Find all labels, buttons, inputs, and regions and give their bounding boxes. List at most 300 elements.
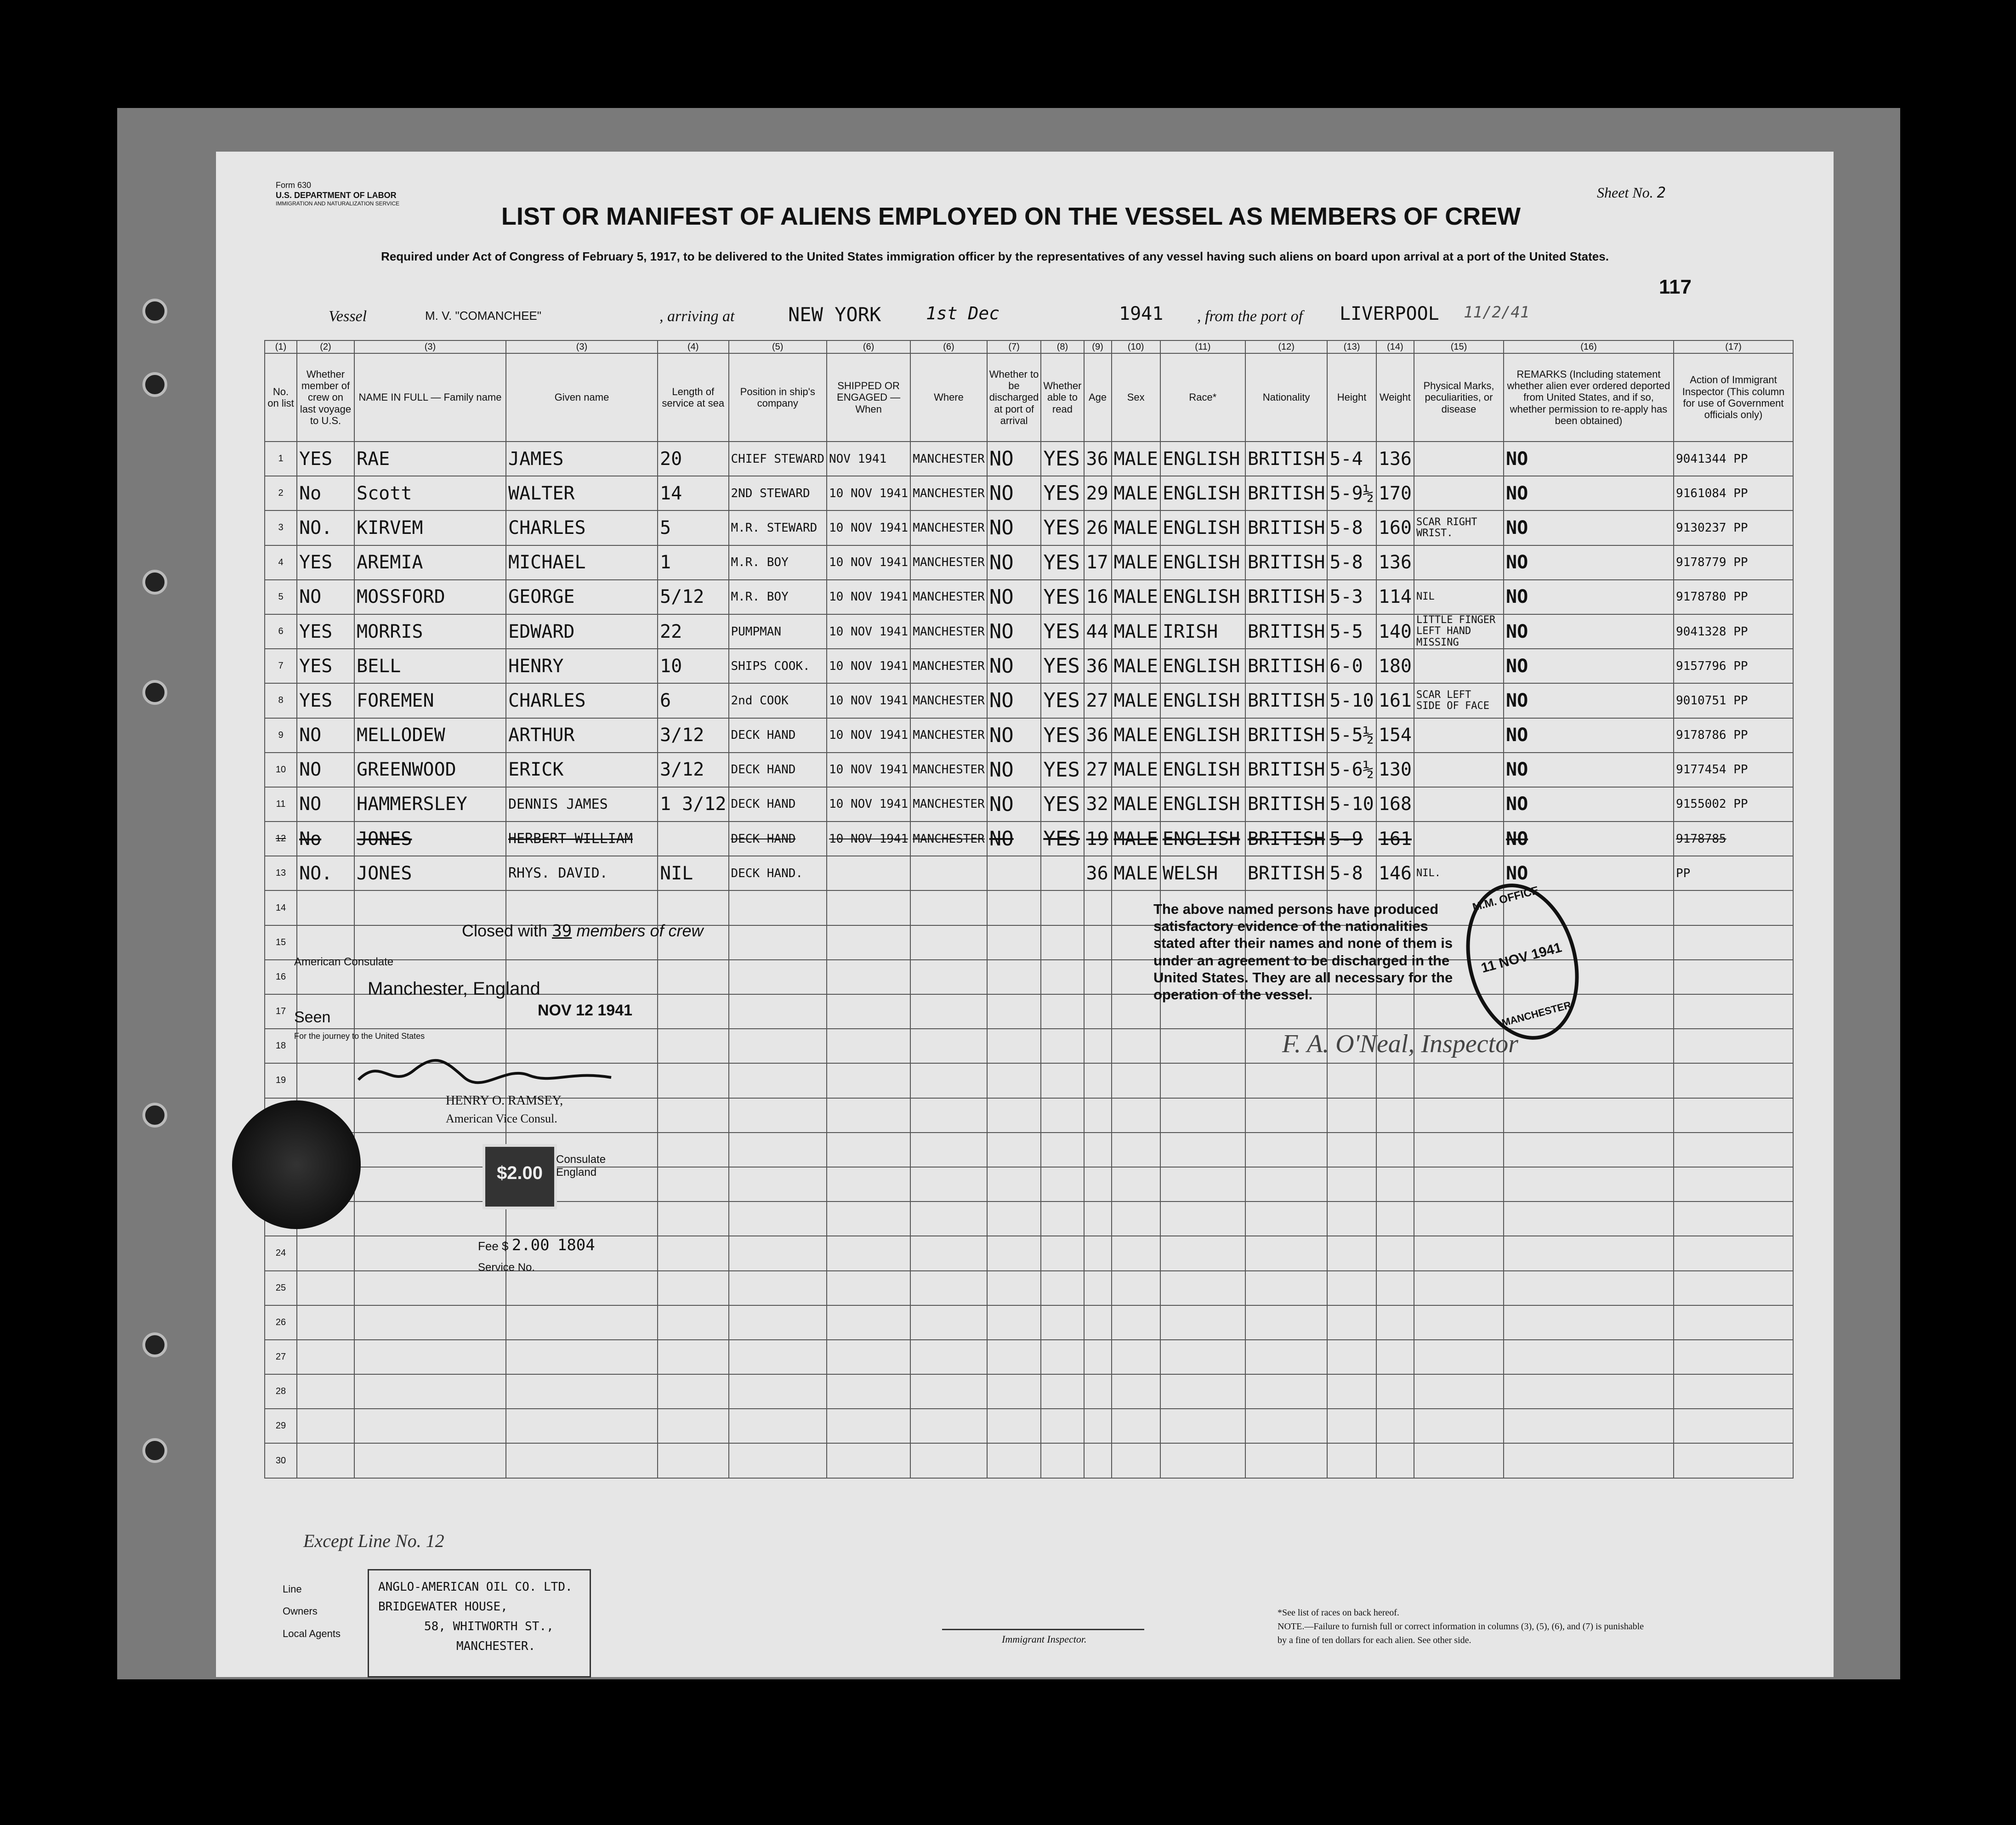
cell-no: 29 [265,1409,297,1443]
column-header: REMARKS (Including statement whether alien ever ordered deported from United States, and if so, whether permission to re-apply has been obtained) [1504,353,1674,442]
cell-remarks [1504,1167,1674,1202]
cell-nationality: BRITISH [1245,822,1328,856]
cell-read: YES [1041,614,1084,649]
cell-service: 1 3/12 [658,787,729,822]
cell-sex [1112,994,1160,1029]
cell-position [729,1374,827,1409]
cell-sex: MALE [1112,442,1160,476]
cell-remarks: NO [1504,787,1674,822]
cell-marks [1414,1409,1504,1443]
cell-sex [1112,1443,1160,1478]
cell-sex: MALE [1112,510,1160,545]
cell-when: 10 NOV 1941 [827,614,910,649]
company-address-2: 58, WHITWORTH ST., [424,1619,554,1633]
cell-discharge [987,994,1041,1029]
revenue-stamp [483,1144,557,1209]
column-number: (17) [1674,340,1793,353]
cell-given [506,1271,658,1305]
cell-race [1160,1133,1245,1167]
cell-action [1674,1029,1793,1063]
cell-marks [1414,545,1504,580]
cell-no: 15 [265,925,297,960]
cell-height [1327,1236,1376,1270]
cell-discharge: NO [987,683,1041,718]
vessel-line [329,303,1643,331]
cell-when [827,1271,910,1305]
table-row [265,614,1793,649]
cell-age [1084,1443,1112,1478]
cell-position: CHIEF STEWARD [729,442,827,476]
cell-height [1327,1063,1376,1098]
cell-discharge [987,1202,1041,1236]
handwritten-date: 11/2/41 [1464,303,1530,322]
cell-action: 9178785 [1674,822,1793,856]
column-header: Sex [1112,353,1160,442]
cell-remarks [1504,1443,1674,1478]
cell-marks [1414,1133,1504,1167]
cell-sex [1112,890,1160,925]
cell-age [1084,1063,1112,1098]
cell-read: YES [1041,476,1084,510]
cell-read: YES [1041,580,1084,614]
column-number: (14) [1376,340,1414,353]
race-list-note: *See list of races on back hereof. [1278,1608,1399,1618]
vessel-label: Vessel [329,308,367,325]
table-row [265,753,1793,787]
cell-discharge: NO [987,476,1041,510]
cell-action: 9130237 PP [1674,510,1793,545]
cell-no: 4 [265,545,297,580]
cell-position [729,1167,827,1202]
form-number: Form 630 [276,181,312,190]
cell-discharge: NO [987,753,1041,787]
table-row [265,683,1793,718]
column-header: NAME IN FULL — Family name [354,353,506,442]
cell-weight: 136 [1376,442,1414,476]
cell-action: 9157796 PP [1674,649,1793,683]
cell-sex [1112,1409,1160,1443]
cell-nationality [1245,1340,1328,1374]
cell-nationality: BRITISH [1245,649,1328,683]
cell-no: 25 [265,1271,297,1305]
journey-note: For the journey to the United States [294,1032,425,1041]
cell-height: 5-3 [1327,580,1376,614]
cell-when: 10 NOV 1941 [827,718,910,753]
table-row [265,649,1793,683]
cell-marks [1414,1202,1504,1236]
cell-when: 10 NOV 1941 [827,580,910,614]
table-row [265,1409,1793,1443]
cell-sex [1112,1063,1160,1098]
table-row [265,442,1793,476]
cell-remarks: NO [1504,545,1674,580]
cell-height: 6-0 [1327,649,1376,683]
cell-where [910,1167,987,1202]
column-header: Position in ship's company [729,353,827,442]
cell-height [1327,1271,1376,1305]
cell-no: 26 [265,1305,297,1340]
cell-prev: NO. [297,510,354,545]
cell-age: 16 [1084,580,1112,614]
cell-remarks [1504,1271,1674,1305]
cell-prev: YES [297,614,354,649]
cell-prev [297,1340,354,1374]
fee-label: Fee $ [478,1239,509,1253]
except-note: Except Line No. 12 [303,1530,444,1551]
column-number: (1) [265,340,297,353]
cell-discharge: NO [987,787,1041,822]
cell-weight: 161 [1376,683,1414,718]
cell-when [827,994,910,1029]
cell-family: MORRIS [354,614,506,649]
cell-prev: No [297,822,354,856]
cell-given [506,890,658,925]
cell-service: 6 [658,683,729,718]
cell-height: 5-8 [1327,545,1376,580]
cell-discharge: NO [987,510,1041,545]
cell-marks [1414,753,1504,787]
cell-age [1084,1133,1112,1167]
cell-race [1160,1098,1245,1133]
cell-given: ERICK [506,753,658,787]
cell-height [1327,1340,1376,1374]
column-header: Whether member of crew on last voyage to U.S. [297,353,354,442]
cell-race: ENGLISH [1160,787,1245,822]
cell-read: YES [1041,753,1084,787]
cell-action [1674,890,1793,925]
cell-weight [1376,1374,1414,1409]
cell-family: JONES [354,822,506,856]
cell-nationality [1245,1236,1328,1270]
cell-when [827,890,910,925]
cell-no: 5 [265,580,297,614]
sheet-value: 2 [1657,184,1666,201]
cell-prev: YES [297,683,354,718]
cell-discharge [987,1236,1041,1270]
cell-action [1674,1167,1793,1202]
from-port-label: , from the port of [1197,308,1303,325]
cell-remarks: NO [1504,822,1674,856]
cell-service [658,1029,729,1063]
column-header: Height [1327,353,1376,442]
cell-marks [1414,476,1504,510]
cell-action [1674,925,1793,960]
table-row [265,1443,1793,1478]
cell-discharge [987,890,1041,925]
cell-weight: 130 [1376,753,1414,787]
cell-no: 24 [265,1236,297,1270]
column-number: (7) [987,340,1041,353]
cell-weight [1376,1305,1414,1340]
cell-where: MANCHESTER [910,787,987,822]
cell-nationality [1245,1063,1328,1098]
cell-sex: MALE [1112,683,1160,718]
cell-no: 8 [265,683,297,718]
table-row [265,856,1793,890]
cell-age [1084,1340,1112,1374]
cell-family: RAE [354,442,506,476]
cell-given: WALTER [506,476,658,510]
penalty-note: NOTE.—Failure to furnish full or correct information in columns (3), (5), (6), and (7) is punishable by a fine of ten dollars for each alien. See other side. [1278,1621,1644,1645]
immigrant-inspector-label: Immigrant Inspector. [1002,1633,1087,1645]
column-number: (2) [297,340,354,353]
cell-discharge: NO [987,442,1041,476]
cell-read [1041,1340,1084,1374]
cell-when [827,1029,910,1063]
cell-service: 10 [658,649,729,683]
cell-when: 10 NOV 1941 [827,510,910,545]
cell-action: 9178779 PP [1674,545,1793,580]
cell-service [658,1202,729,1236]
cell-remarks: NO [1504,442,1674,476]
cell-when [827,960,910,994]
cell-marks [1414,649,1504,683]
cell-where [910,925,987,960]
cell-discharge [987,1133,1041,1167]
cell-sex: MALE [1112,856,1160,890]
cell-prev [297,1374,354,1409]
cell-prev: YES [297,442,354,476]
cell-where [910,1305,987,1340]
cell-sex [1112,1029,1160,1063]
cell-given: CHARLES [506,683,658,718]
cell-action [1674,1063,1793,1098]
cell-sex [1112,1098,1160,1133]
cell-discharge [987,856,1041,890]
inspector-signature: F. A. O'Neal, Inspector [1282,1030,1518,1058]
cell-service: 3/12 [658,753,729,787]
cell-where [910,1271,987,1305]
vessel-name: M. V. "COMANCHEE" [425,309,541,323]
cell-family: BELL [354,649,506,683]
cell-nationality [1245,1098,1328,1133]
cell-when: 10 NOV 1941 [827,545,910,580]
cell-sex: MALE [1112,649,1160,683]
cell-service [658,1305,729,1340]
cell-discharge: NO [987,718,1041,753]
cell-remarks: NO [1504,580,1674,614]
cell-race [1160,1443,1245,1478]
cell-age [1084,1202,1112,1236]
fee-line [478,1236,595,1254]
cell-weight: 168 [1376,787,1414,822]
page-title: LIST OR MANIFEST OF ALIENS EMPLOYED ON THE VESSEL AS MEMBERS OF CREW [501,203,1521,230]
cell-marks [1414,1098,1504,1133]
cell-read: YES [1041,787,1084,822]
cell-age: 44 [1084,614,1112,649]
cell-position [729,1305,827,1340]
punch-hole [142,1332,167,1357]
cell-no: 11 [265,787,297,822]
cell-read [1041,1029,1084,1063]
cell-action: 9177454 PP [1674,753,1793,787]
cell-weight [1376,1167,1414,1202]
column-header: SHIPPED OR ENGAGED — When [827,353,910,442]
cell-remarks [1504,1133,1674,1167]
cell-height [1327,1305,1376,1340]
cell-weight [1376,1340,1414,1374]
cell-action: 9041328 PP [1674,614,1793,649]
cell-age: 29 [1084,476,1112,510]
cell-age: 36 [1084,442,1112,476]
cell-nationality: BRITISH [1245,683,1328,718]
cell-prev [297,890,354,925]
cell-age [1084,1271,1112,1305]
cell-where: MANCHESTER [910,822,987,856]
cell-family [354,890,506,925]
arrival-date: 1st Dec [926,303,1000,323]
cell-sex: MALE [1112,787,1160,822]
cell-where [910,1098,987,1133]
cell-action: 9041344 PP [1674,442,1793,476]
cell-no: 10 [265,753,297,787]
column-number: (9) [1084,340,1112,353]
cell-given: GEORGE [506,580,658,614]
cell-age [1084,1236,1112,1270]
cell-read [1041,1236,1084,1270]
cell-nationality [1245,1409,1328,1443]
cell-marks: SCAR RIGHT WRIST. [1414,510,1504,545]
column-number: (5) [729,340,827,353]
cell-position: M.R. STEWARD [729,510,827,545]
cell-given: HERBERT WILLIAM [506,822,658,856]
cell-when: 10 NOV 1941 [827,649,910,683]
column-number-row [265,340,1793,353]
table-row [265,1374,1793,1409]
cell-sex: MALE [1112,614,1160,649]
cell-age: 27 [1084,683,1112,718]
cell-given: RHYS. DAVID. [506,856,658,890]
cell-prev [297,1443,354,1478]
cell-when [827,1236,910,1270]
cell-prev: YES [297,545,354,580]
cell-service [658,994,729,1029]
column-header: Where [910,353,987,442]
cell-given: HENRY [506,649,658,683]
cell-height: 5-10 [1327,787,1376,822]
cell-service: 20 [658,442,729,476]
cell-marks [1414,442,1504,476]
cell-position: M.R. BOY [729,580,827,614]
cell-sex: MALE [1112,580,1160,614]
cell-race: ENGLISH [1160,510,1245,545]
cell-remarks: NO [1504,856,1674,890]
cell-position [729,1236,827,1270]
cell-age [1084,1409,1112,1443]
cell-service [658,1271,729,1305]
agents-label: Local Agents [283,1627,341,1639]
service-number-label: Service No. [478,1261,535,1274]
cell-service [658,1340,729,1374]
cell-race: WELSH [1160,856,1245,890]
cell-position: DECK HAND [729,822,827,856]
column-number: (13) [1327,340,1376,353]
table-row [265,510,1793,545]
cell-action: 9178786 PP [1674,718,1793,753]
cell-family [354,1409,506,1443]
cell-position: 2ND STEWARD [729,476,827,510]
fee-number: 1804 [557,1236,595,1254]
cell-sex [1112,1202,1160,1236]
cell-given [506,1305,658,1340]
cell-read [1041,1271,1084,1305]
cell-weight: 180 [1376,649,1414,683]
table-row [265,476,1793,510]
cell-when [827,1340,910,1374]
line-label: Line [283,1583,302,1595]
column-header: Physical Marks, peculiarities, or disease [1414,353,1504,442]
cell-discharge: NO [987,614,1041,649]
cell-action [1674,1202,1793,1236]
table-row [265,580,1793,614]
cell-family: KIRVEM [354,510,506,545]
cell-read [1041,960,1084,994]
cell-read [1041,1305,1084,1340]
column-header: No. on list [265,353,297,442]
cell-discharge [987,1098,1041,1133]
cell-age: 17 [1084,545,1112,580]
cell-family: AREMIA [354,545,506,580]
consulate-header: American Consulate [294,956,394,968]
cell-height [1327,1202,1376,1236]
cell-action: 9010751 PP [1674,683,1793,718]
closed-with-suffix: members of crew [576,921,704,940]
cell-when [827,1305,910,1340]
table-row [265,545,1793,580]
consulate-date-stamp: NOV 12 1941 [538,1002,633,1019]
cell-remarks [1504,1236,1674,1270]
cell-sex [1112,1271,1160,1305]
column-header: Action of Immigrant Inspector (This column for use of Government officials only) [1674,353,1793,442]
cell-nationality [1245,1443,1328,1478]
cell-age: 36 [1084,856,1112,890]
table-row [265,822,1793,856]
cell-discharge [987,1167,1041,1202]
cell-read [1041,1443,1084,1478]
cell-where [910,1063,987,1098]
column-number: (10) [1112,340,1160,353]
cell-race: ENGLISH [1160,822,1245,856]
arrival-port: NEW YORK [788,303,881,326]
cell-nationality: BRITISH [1245,510,1328,545]
cell-weight [1376,1098,1414,1133]
arrival-year: 1941 [1119,303,1164,324]
cell-remarks: NO [1504,476,1674,510]
closed-with-line [462,921,704,941]
cell-discharge [987,1271,1041,1305]
cell-nationality [1245,1167,1328,1202]
stamp-office: M.M. OFFICE [1471,884,1540,914]
stamp-city: MANCHESTER [1500,999,1573,1029]
cell-age [1084,1167,1112,1202]
cell-action: 9178780 PP [1674,580,1793,614]
cell-prev: NO [297,580,354,614]
column-header: Race* [1160,353,1245,442]
cell-age: 19 [1084,822,1112,856]
cell-sex [1112,1133,1160,1167]
cell-weight [1376,1202,1414,1236]
cell-marks [1414,1340,1504,1374]
consul-signature [354,1052,639,1094]
cell-race: IRISH [1160,614,1245,649]
cell-no: 7 [265,649,297,683]
cell-action: 9155002 PP [1674,787,1793,822]
cell-age [1084,1305,1112,1340]
cell-race [1160,1305,1245,1340]
cell-service: 5 [658,510,729,545]
cell-height: 5-8 [1327,510,1376,545]
cell-no: 2 [265,476,297,510]
